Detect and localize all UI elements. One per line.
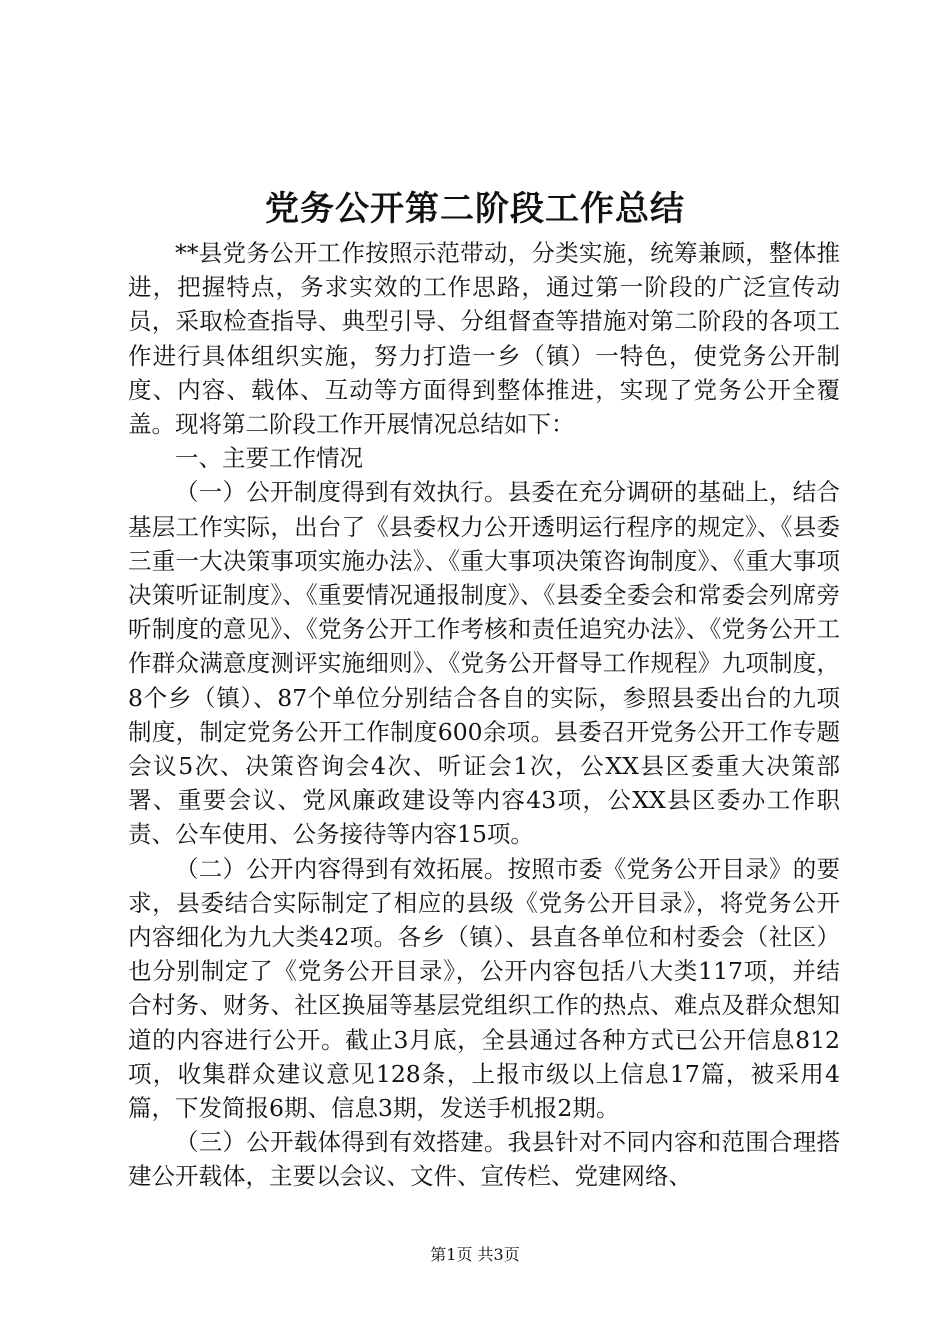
- page-title: 党务公开第二阶段工作总结: [265, 189, 685, 229]
- document-body: [128, 236, 840, 1194]
- section-heading: 一、主要工作情况: [175, 444, 363, 473]
- paragraph-content: （二）公开内容得到有效拓展。按照市委《党务公开目录》的要求，县委结合实际制定了相应的县级《党务公开目录》，将党务公开内容细化为九大类42项。各乡（镇）、县直各单位和村委会（社区）也分别制定了《党务公开目录》，公开内容包括八大类117项，并结合村务、财务、社区换届等基层党组织工作的热点、难点及群众想知道的内容进行公开。截止3月底，全县通过各种方式已公开信息812项，收集群众建议意见128条，上报市级以上信息17篇，被采用4篇，下发简报6期、信息3期，发送手机报2期。: [128, 854, 840, 1123]
- intro-paragraph: **县党务公开工作按照示范带动，分类实施，统筹兼顾，整体推进，把握特点，务求实效的工作思路，通过第一阶段的广泛宣传动员，采取检查指导、典型引导、分组督查等措施对第二阶段的各项工作进行具体组织实施，努力打造一乡（镇）一特色，使党务公开制度、内容、载体、互动等方面得到整体推进，实现了党务公开全覆盖。现将第二阶段工作开展情况总结如下：: [128, 239, 840, 439]
- paragraph-carrier: （三）公开载体得到有效搭建。我县针对不同内容和范围合理搭建公开载体，主要以会议、文件、宣传栏、党建网络、: [128, 1128, 840, 1191]
- paragraph-system: （一）公开制度得到有效执行。县委在充分调研的基础上，结合基层工作实际，出台了《县委权力公开透明运行程序的规定》、《县委三重一大决策事项实施办法》、《重大事项决策咨询制度》、《重大事项决策听证制度》、《重要情况通报制度》、《县委全委会和常委会列席旁听制度的意见》、《党务公开工作考核和责任追究办法》、《党务公开工作群众满意度测评实施细则》、《党务公开督导工作规程》九项制度，8个乡（镇）、87个单位分别结合各自的实际，参照县委出台的九项制度，制定党务公开工作制度600余项。县委召开党务公开工作专题会议5次、决策咨询会4次、听证会1次，公XX县区委重大决策部署、重要会议、党风廉政建设等内容43项，公XX县区委办工作职责、公车使用、公务接待等内容15项。: [128, 478, 840, 849]
- page-footer: 第1页 共3页: [430, 1245, 520, 1264]
